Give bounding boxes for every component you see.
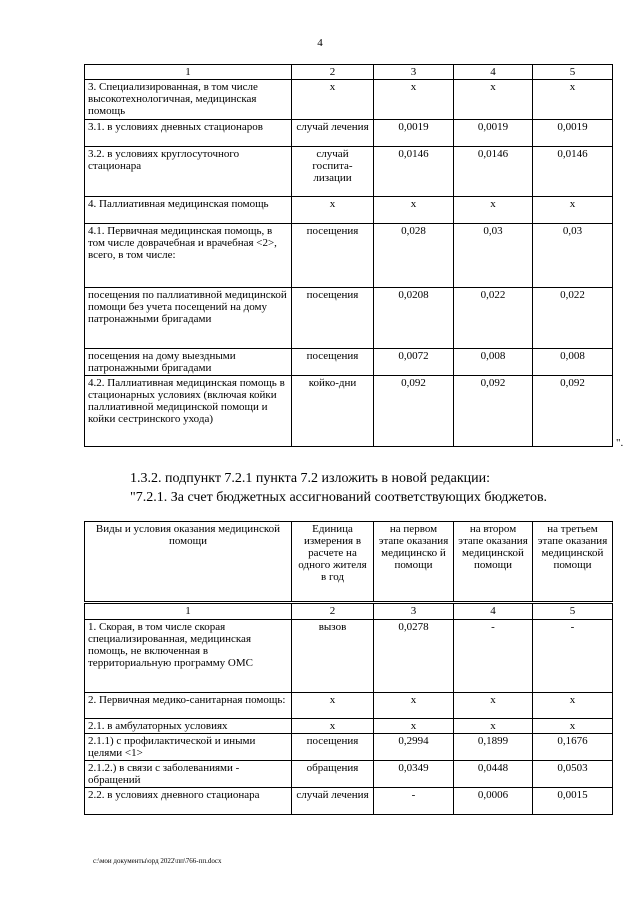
- table-cell: 5: [533, 65, 613, 80]
- closing-quote: ".: [616, 437, 624, 449]
- table-cell: 2: [292, 604, 374, 620]
- table-row: [85, 376, 613, 447]
- table-cell: вызов: [292, 620, 374, 693]
- table-cell: 0,0349: [374, 761, 454, 788]
- table-cell: х: [533, 693, 613, 719]
- table-cell: посещения на дому выездными патронажными бригадами: [85, 349, 292, 376]
- table-cell: 2. Первичная медико-санитарная помощь:: [85, 693, 292, 719]
- table-cell: 0,03: [454, 224, 533, 288]
- table-cell: 0,0208: [374, 288, 454, 349]
- table-row: [85, 620, 613, 693]
- header-table: [84, 521, 613, 602]
- table-cell: койко-дни: [292, 376, 374, 447]
- table-cell: 0,0072: [374, 349, 454, 376]
- table-cell: 0,092: [533, 376, 613, 447]
- table-cell: 1: [85, 65, 292, 80]
- table-cell: случай госпита-лизации: [292, 147, 374, 197]
- table-cell: х: [292, 719, 374, 734]
- table-cell: х: [533, 197, 613, 224]
- table-cell: 0,1899: [454, 734, 533, 761]
- table-cell: случай лечения: [292, 788, 374, 815]
- table-cell: обращения: [292, 761, 374, 788]
- table-cell: 0,028: [374, 224, 454, 288]
- table-cell: х: [292, 693, 374, 719]
- table-cell: 4: [454, 65, 533, 80]
- table-cell: -: [454, 620, 533, 693]
- table-cell: 0,092: [454, 376, 533, 447]
- table-cell: 3.1. в условиях дневных стационаров: [85, 120, 292, 147]
- table-cell: 0,0006: [454, 788, 533, 815]
- header-cell: на первом этапе оказания медицинско й помощи: [374, 522, 454, 602]
- page-number: 4: [317, 37, 323, 49]
- table-cell: 2.1. в амбулаторных условиях: [85, 719, 292, 734]
- table-cell: 2: [292, 65, 374, 80]
- table-cell: -: [374, 788, 454, 815]
- table-cell: х: [454, 693, 533, 719]
- table-cell: посещения: [292, 734, 374, 761]
- table-cell: 3. Специализированная, в том числе высокотехнологичная, медицинская помощь: [85, 80, 292, 120]
- table-cell: х: [374, 693, 454, 719]
- table-cell: 0,0146: [533, 147, 613, 197]
- table-row: [85, 604, 613, 620]
- table-cell: х: [292, 197, 374, 224]
- table-cell: 0,0015: [533, 788, 613, 815]
- header-cell: Единица измерения в расчете на одного жителя в год: [292, 522, 374, 602]
- table-cell: 0,03: [533, 224, 613, 288]
- table-cell: 3: [374, 604, 454, 620]
- table-cell: 4: [454, 604, 533, 620]
- table-cell: 0,008: [454, 349, 533, 376]
- table-cell: посещения: [292, 288, 374, 349]
- table-row: [85, 288, 613, 349]
- table-cell: х: [454, 80, 533, 120]
- table-cell: 2.1.1) с профилактической и иными целями <1>: [85, 734, 292, 761]
- table-row: [85, 719, 613, 734]
- table-row: [85, 80, 613, 120]
- table-cell: 4. Паллиативная медицинская помощь: [85, 197, 292, 224]
- volumes-table: [84, 603, 613, 815]
- table-row: [85, 147, 613, 197]
- table-cell: х: [292, 80, 374, 120]
- table-cell: х: [533, 80, 613, 120]
- table-cell: 0,022: [454, 288, 533, 349]
- table-cell: посещения: [292, 224, 374, 288]
- table-cell: х: [533, 719, 613, 734]
- header-cell: на третьем этапе оказания медицинской помощи: [533, 522, 613, 602]
- table-row: [85, 197, 613, 224]
- table-cell: 3.2. в условиях круглосуточного стационара: [85, 147, 292, 197]
- table-cell: посещения по паллиативной медицинской помощи без учета посещений на дому патронажными бригадами: [85, 288, 292, 349]
- table-cell: 0,0019: [454, 120, 533, 147]
- table-cell: 0,0146: [454, 147, 533, 197]
- table-row: [85, 788, 613, 815]
- table-cell: посещения: [292, 349, 374, 376]
- table-cell: 0,0019: [533, 120, 613, 147]
- table-cell: 1: [85, 604, 292, 620]
- table-row: [85, 120, 613, 147]
- table-row: [85, 761, 613, 788]
- table-cell: 0,008: [533, 349, 613, 376]
- table-cell: 2.2. в условиях дневного стационара: [85, 788, 292, 815]
- table-cell: 4.1. Первичная медицинская помощь, в том числе доврачебная и врачебная <2>, всего, в том числе:: [85, 224, 292, 288]
- table-cell: 4.2. Паллиативная медицинская помощь в стационарных условиях (включая койки паллиативной медицинской помощи и койки сестринского ухода): [85, 376, 292, 447]
- table-cell: 0,0278: [374, 620, 454, 693]
- table-cell: х: [374, 197, 454, 224]
- table-cell: х: [454, 719, 533, 734]
- file-path-footer: c:\мои документы\орд 2022\пп\766-пп.docx: [93, 857, 222, 865]
- table-row: [85, 349, 613, 376]
- table-cell: 2.1.2.) в связи с заболеваниями - обращений: [85, 761, 292, 788]
- table-cell: х: [374, 80, 454, 120]
- header-row: [85, 522, 613, 602]
- table-cell: 0,092: [374, 376, 454, 447]
- table-cell: х: [374, 719, 454, 734]
- table-cell: -: [533, 620, 613, 693]
- table-row: [85, 65, 613, 80]
- table-cell: 1. Скорая, в том числе скорая специализированная, медицинская помощь, не включенная в территориальную программу ОМС: [85, 620, 292, 693]
- table-cell: 3: [374, 65, 454, 80]
- table-cell: 0,1676: [533, 734, 613, 761]
- table-cell: 0,0448: [454, 761, 533, 788]
- table-cell: х: [454, 197, 533, 224]
- amendment-paragraph: 1.3.2. подпункт 7.2.1 пункта 7.2 изложить в новой редакции:: [130, 471, 491, 486]
- table-cell: 0,0019: [374, 120, 454, 147]
- table-row: [85, 734, 613, 761]
- table-row: [85, 224, 613, 288]
- header-cell: Виды и условия оказания медицинской помощи: [85, 522, 292, 602]
- table-cell: 5: [533, 604, 613, 620]
- header-cell: на втором этапе оказания медицинской помощи: [454, 522, 533, 602]
- subsection-heading: "7.2.1. За счет бюджетных ассигнований соответствующих бюджетов.: [130, 490, 548, 505]
- table-cell: 0,0146: [374, 147, 454, 197]
- table-cell: 0,2994: [374, 734, 454, 761]
- table-cell: случай лечения: [292, 120, 374, 147]
- table-cell: 0,022: [533, 288, 613, 349]
- table-row: [85, 693, 613, 719]
- table-continued: [84, 64, 613, 447]
- table-cell: 0,0503: [533, 761, 613, 788]
